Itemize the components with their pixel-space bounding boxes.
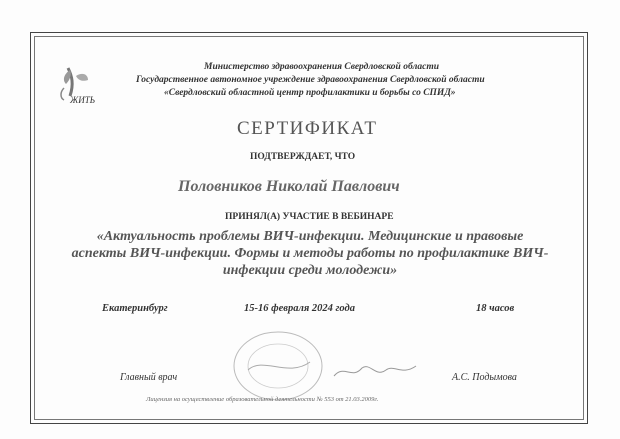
recipient-name: Половников Николай Павлович (178, 178, 400, 195)
logo-text: ЖИТЬ (70, 95, 96, 105)
seal-stamp (228, 326, 328, 404)
event-dates: 15-16 февраля 2024 года (244, 303, 355, 314)
participated-label: ПРИНЯЛ(А) УЧАСТИЕ В ВЕБИНАРЕ (225, 212, 394, 222)
confirms-label: ПОДТВЕРЖДАЕТ, ЧТО (250, 152, 356, 162)
signatory-title: Главный врач (120, 372, 178, 383)
signatory-name: А.С. Подымова (452, 372, 517, 383)
institution-line: Государственное автономное учреждение здравоохранения Свердловской области (136, 75, 485, 85)
certificate-title: СЕРТИФИКАТ (237, 118, 378, 139)
signature-scribble (330, 358, 420, 384)
ministry-line: Министерство здравоохранения Свердловской области (204, 62, 439, 72)
duration-hours: 18 часов (476, 303, 515, 314)
city: Екатеринбург (102, 303, 168, 314)
webinar-topic: «Актуальность проблемы ВИЧ-инфекции. Медицинские и правовые аспекты ВИЧ-инфекции. Формы и методы работы по профилактике ВИЧ-инфекции среди молодежи» (71, 229, 549, 278)
license-line: Лицензия на осуществление образовательной деятельности № 553 от 21.03.2009г. (146, 396, 379, 403)
center-line: «Свердловский областной центр профилактики и борьбы со СПИД» (164, 88, 456, 98)
